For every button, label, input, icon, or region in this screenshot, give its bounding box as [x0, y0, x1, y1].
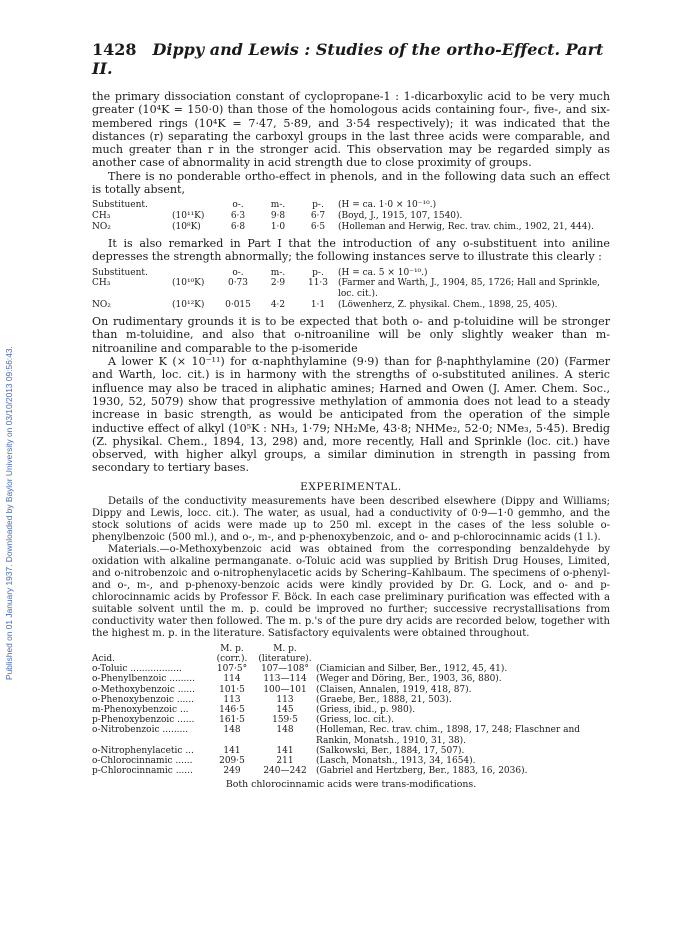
- table-cell: 11·3: [307, 278, 329, 289]
- table-cell: Substituent.: [92, 200, 148, 211]
- table-cell: [92, 644, 210, 654]
- table-cell: (Boyd, J., 1915, 107, 1540).: [338, 210, 463, 221]
- paragraph: Materials.—o-Methoxybenzoic acid was obtained from the corresponding benzaldehyde by oxidation with alkaline permanganate. o-Toluic acid was supplied by British Drug Houses, Limited, and o-nitrobenzoic and o-nitrophenylacetic acids by Schering–Kahlbaum. The specimens of o-phenyl- and o-, m-, and p-phenoxy-benzoic acids were kindly provided by Dr. G. Lock, and o- and p-chlorocinnamic acids by Professor F. Böck. In each case preliminary purification was effected with a suitable solvent until the m. p. could be improved no further; successive recrystallisations from conductivity water then followed. The m. p.'s of the pure dry acids are recorded below, together with the highest m. p. in the literature. Satisfactory equivalents were obtained throughout.: [92, 543, 610, 639]
- table-cell: (Löwenherz, Z. physikal. Chem., 1898, 25, 405).: [338, 299, 558, 310]
- table-header-row: [92, 644, 610, 654]
- table-cell: (H = ca. 1·0 × 10⁻¹⁰.): [338, 200, 437, 211]
- paragraph: On rudimentary grounds it is to be expected that both o- and p-toluidine will be stronger than m-toluidine, and also that o-nitroaniline will be only slightly weaker than m-nitroaniline and comparable to the p-isomeride: [92, 315, 610, 355]
- table-cell: M. p.: [220, 643, 244, 654]
- table-row: [92, 725, 610, 745]
- table-cell: 159·5: [272, 715, 298, 726]
- table-cell: 107—108°: [261, 664, 309, 675]
- paragraph: Details of the conductivity measurements have been described elsewhere (Dippy and Williams; Dippy and Lewis, locc. cit.). The water, as usual, had a conductivity of 0·9—1·0 gemmho, and the stock solutions of acids were made up to 250 ml. except in the cases of the less soluble o-phenylbenzoic (500 ml.), and o-, m-, and p-phenoxybenzoic, and o- and p-chlorocinnamic acids (1 l.).: [92, 495, 610, 543]
- table-cell: M. p.: [273, 643, 297, 654]
- table-cell: 113: [223, 694, 241, 705]
- table-cell: p-.: [312, 200, 324, 211]
- table-cell: (Lasch, Monatsh., 1913, 34, 1654).: [316, 755, 476, 766]
- table-cell: [316, 644, 610, 654]
- table-cell: (Claisen, Annalen, 1919, 418, 87).: [316, 684, 472, 695]
- table-cell: (literature).: [258, 653, 312, 664]
- table-cell: NO₂: [92, 221, 111, 232]
- table-cell: 249: [223, 766, 241, 777]
- table-cell: (Griess, ibid., p. 980).: [316, 704, 416, 715]
- sidebar-text: Published on 01 January 1937. Downloaded by Baylor University on 03/10/2013 09:56:43.: [4, 346, 14, 680]
- table-row: [92, 664, 610, 674]
- table-cell: (Salkowski, Ber., 1884, 17, 507).: [316, 745, 465, 756]
- table-cell: (Ciamician and Silber, Ber., 1912, 45, 41).: [316, 664, 508, 675]
- table-cell: (10¹⁰K): [172, 278, 205, 289]
- table-cell: (Weger and Döring, Ber., 1903, 36, 880).: [316, 674, 502, 685]
- table-cell: 0·015: [225, 299, 251, 310]
- table-header-row: [92, 200, 610, 211]
- table-caption: Both chlorocinnamic acids were trans-modifications.: [225, 779, 477, 791]
- table-cell: o-Methoxybenzoic ......: [92, 684, 195, 695]
- table-cell: (H = ca. 5 × 10⁻¹⁰.): [338, 267, 428, 278]
- paragraph: It is also remarked in Part I that the introduction of any o-substituent into aniline depresses the strength abnormally; the following instances serve to illustrate this clearly :: [92, 237, 610, 264]
- table-cell: o-Nitrobenzoic .........: [92, 725, 189, 736]
- table-cell: 148: [223, 725, 241, 736]
- table-cell: 148: [276, 725, 294, 736]
- table-cell: 145: [276, 704, 294, 715]
- page-number: 1428: [92, 40, 137, 59]
- table-cell: m-.: [270, 267, 286, 278]
- table-cell: 113—114: [263, 674, 307, 685]
- table-cell: (Griess, loc. cit.).: [316, 715, 394, 726]
- table-cell: o-Nitrophenylacetic ...: [92, 745, 194, 756]
- table-cell: p-Phenoxybenzoic ......: [92, 715, 195, 726]
- table-row: [92, 746, 610, 756]
- sidebar-publication-note: [4, 120, 18, 680]
- table-row: [92, 278, 610, 299]
- table-cell: [316, 654, 610, 664]
- table-cell: 146·5: [219, 704, 245, 715]
- table-cell: (10¹²K): [172, 299, 205, 310]
- table-row: [92, 300, 610, 311]
- table-cell: (Farmer and Warth, J., 1904, 85, 1726; Hall and Sprinkle, loc. cit.).: [338, 278, 601, 299]
- table-cell: 1·0: [270, 221, 286, 232]
- running-title: Dippy and Lewis : Studies of the ortho-Effect. Part II.: [92, 40, 604, 78]
- table-cell: 209·5: [219, 755, 245, 766]
- section-heading: EXPERIMENTAL.: [300, 480, 402, 493]
- table-row: [92, 685, 610, 695]
- table-row: [92, 766, 610, 776]
- table-cell: 9·8: [270, 210, 286, 221]
- table-cell: 211: [276, 755, 294, 766]
- table-row: [92, 674, 610, 684]
- running-header: [92, 40, 610, 78]
- table-cell: (Holleman, Rec. trav. chim., 1898, 17, 248; Flaschner and Rankin, Monatsh., 1910, 31, 38).: [316, 725, 581, 746]
- table-cell: 113: [276, 694, 294, 705]
- table-cell: 240—242: [263, 766, 307, 777]
- table-cell: p-.: [312, 267, 324, 278]
- melting-point-table: [92, 644, 610, 777]
- table-cell: Acid.: [92, 653, 116, 664]
- table-cell: m-Phenoxybenzoic ...: [92, 704, 189, 715]
- table-cell: o-.: [232, 200, 244, 211]
- table-cell: [172, 268, 218, 279]
- table-cell: 6·3: [230, 210, 246, 221]
- table-cell: m-.: [270, 200, 286, 211]
- table-cell: o-Phenylbenzoic .........: [92, 674, 195, 685]
- table-cell: o-Phenoxybenzoic ......: [92, 694, 195, 705]
- table-cell: 6·7: [310, 210, 326, 221]
- table-cell: 6·8: [230, 221, 246, 232]
- table-cell: o-Toluic ..................: [92, 664, 182, 675]
- table-row: [92, 715, 610, 725]
- table-row: [92, 705, 610, 715]
- table-cell: Substituent.: [92, 267, 148, 278]
- table-cell: (10⁸K): [172, 221, 201, 232]
- table-cell: (Holleman and Herwig, Rec. trav. chim., 1902, 21, 444).: [338, 221, 594, 232]
- table-cell: (Graebe, Ber., 1888, 21, 503).: [316, 694, 452, 705]
- paragraph: There is no ponderable ortho-effect in phenols, and in the following data such an effect is totally absent,: [92, 169, 610, 197]
- table-cell: 101·5: [219, 684, 245, 695]
- table-cell: o-Chlorocinnamic ......: [92, 755, 193, 766]
- table-cell: 114: [223, 674, 241, 685]
- table-row: [92, 222, 610, 233]
- table-row: [92, 695, 610, 705]
- table-cell: 100—101: [263, 684, 307, 695]
- table-cell: p-Chlorocinnamic ......: [92, 766, 193, 777]
- paragraph: A lower K (× 10⁻¹¹) for α-naphthylamine (9·9) than for β-naphthylamine (20) (Farmer and Warth, loc. cit.) is in harmony with the strengths of o-substituted anilines. A steric influence may also be traced in aliphatic amines; Harned and Owen (J. Amer. Chem. Soc., 1930, 52, 5079) show that progressive methylation of ammonia does not lead to a steady increase in basic strength, as would be anticipated from the operation of the simple inductive effect of alkyl (10⁵K : NH₃, 1·79; NH₂Me, 43·8; NHMe₂, 52·0; NMe₃, 5·45). Bredig (Z. physikal. Chem., 1894, 13, 298) and, more recently, Hall and Sprinkle (loc. cit.) have observed, with higher alkyl groups, a similar diminution in strength in passing from secondary to tertiary bases.: [92, 355, 610, 475]
- table-cell: 141: [276, 745, 294, 756]
- table-cell: 161·5: [219, 715, 245, 726]
- page-content: [92, 40, 610, 790]
- table-cell: 141: [223, 745, 241, 756]
- table-cell: NO₂: [92, 299, 111, 310]
- table-header-row: [92, 268, 610, 279]
- table-cell: CH₃: [92, 210, 111, 221]
- phenol-table: [92, 200, 610, 232]
- table-header-row: [92, 654, 610, 664]
- table-row: [92, 211, 610, 222]
- aniline-table: [92, 268, 610, 310]
- table-cell: 2·9: [270, 278, 286, 289]
- table-cell: (corr.).: [216, 653, 248, 664]
- table-cell: CH₃: [92, 278, 111, 289]
- table-cell: 0·73: [227, 278, 249, 289]
- paragraph: the primary dissociation constant of cyclopropane-1 : 1-dicarboxylic acid to be very much greater (10⁴K = 150·0) than those of the homologous acids containing four-, five-, and six-membered rings (10⁴K = 7·47, 5·89, and 3·54 respectively); it was indicated that the distances (r) separating the carboxyl groups in the last three acids were comparable, and much greater than r in the stronger acid. This observation may be regarded simply as another case of abnormality in acid strength due to close proximity of groups.: [92, 90, 610, 170]
- table-cell: 1·1: [310, 299, 326, 310]
- table-cell: 4·2: [270, 299, 286, 310]
- table-row: [92, 756, 610, 766]
- table-cell: 107·5°: [216, 664, 248, 675]
- table-cell: o-.: [232, 267, 244, 278]
- experimental-text: [92, 496, 610, 640]
- table-cell: (10¹¹K): [172, 210, 205, 221]
- table-cell: [172, 200, 218, 211]
- table-cell: 6·5: [310, 221, 326, 232]
- table-cell: (Gabriel and Hertzberg, Ber., 1883, 16, 2036).: [316, 766, 528, 777]
